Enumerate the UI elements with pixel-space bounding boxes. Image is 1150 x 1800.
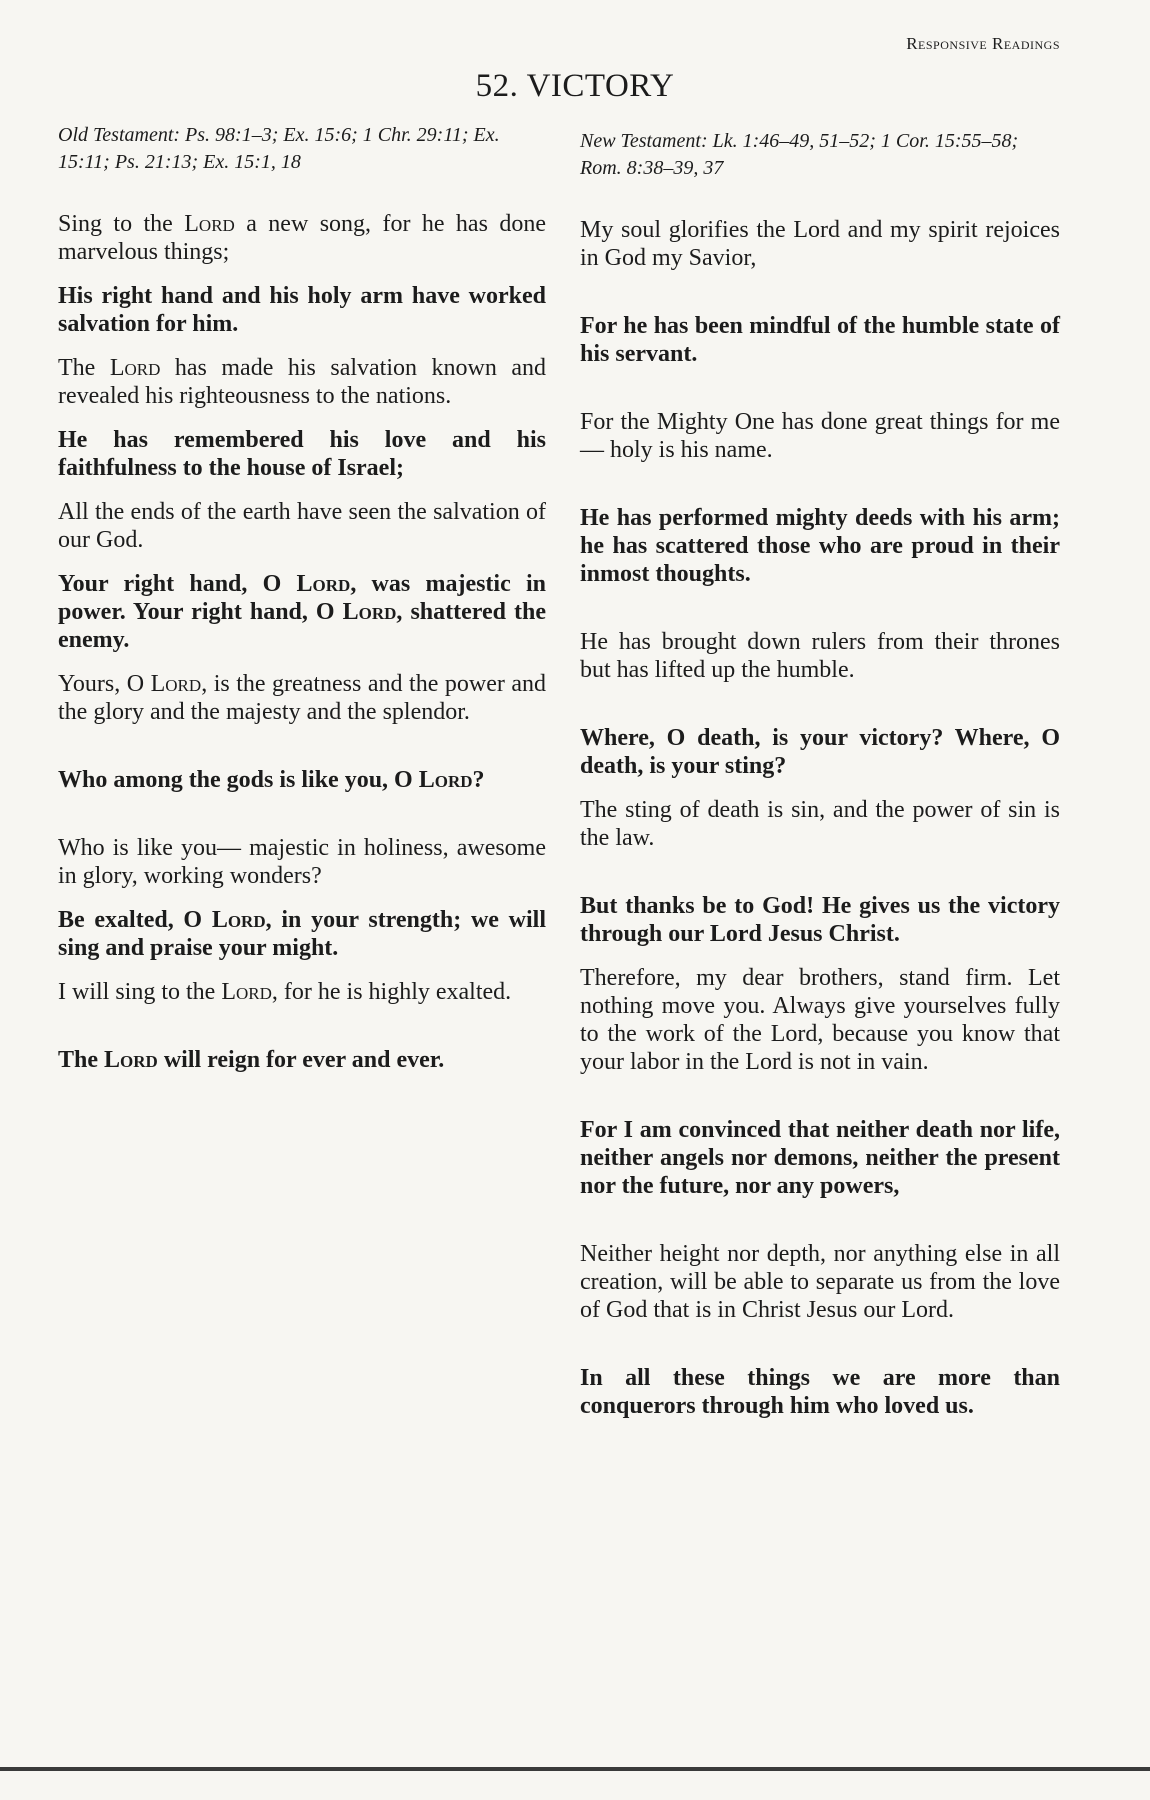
- response-verse: Be exalted, O Lord, in your strength; we will sing and praise your might.: [58, 907, 546, 961]
- new-testament-citation: New Testament: Lk. 1:46–49, 51–52; 1 Cor. 15:55–58; Rom. 8:38–39, 37: [580, 130, 1019, 179]
- running-head: Responsive Readings: [906, 34, 1060, 53]
- page-bottom-rule: [0, 1767, 1150, 1771]
- reading-title: 52. VICTORY: [475, 68, 675, 104]
- reading-verse: The Lord has made his salvation known and revealed his righteousness to the nations.: [58, 355, 547, 409]
- response-verse: He has performed mighty deeds with his arm; he has scattered those who are proud in their inmost thoughts.: [580, 505, 1060, 587]
- reading-verse: Sing to the Lord a new song, for he has done marvelous things;: [58, 211, 546, 265]
- reading-verse: Neither height nor depth, nor anything else in all creation, will be able to separate us from the love of God that is in Christ Jesus our Lord.: [580, 1241, 1060, 1323]
- reading-verse: The sting of death is sin, and the power of sin is the law.: [580, 797, 1060, 851]
- old-testament-column: [58, 122, 546, 1090]
- reading-verse: I will sing to the Lord, for he is highly exalted.: [58, 979, 512, 1005]
- reading-verse: Yours, O Lord, is the greatness and the power and the glory and the majesty and the splendor.: [58, 671, 546, 725]
- response-verse: Where, O death, is your victory? Where, O death, is your sting?: [580, 725, 1060, 779]
- response-verse: He has remembered his love and his faithfulness to the house of Israel;: [58, 427, 546, 481]
- reading-verse: Who is like you— majestic in holiness, awesome in glory, working wonders?: [58, 835, 546, 889]
- reading-verse: He has brought down rulers from their thrones but has lifted up the humble.: [580, 629, 1060, 683]
- reading-verse: My soul glorifies the Lord and my spirit rejoices in God my Savior,: [580, 217, 1060, 271]
- reading-verse: Therefore, my dear brothers, stand firm. Let nothing move you. Always give yourselves fully to the work of the Lord, because you know that your labor in the Lord is not in vain.: [580, 965, 1060, 1075]
- response-verse: But thanks be to God! He gives us the victory through our Lord Jesus Christ.: [580, 893, 1060, 947]
- reading-verse: All the ends of the earth have seen the salvation of our God.: [58, 499, 546, 553]
- response-verse: In all these things we are more than conquerors through him who loved us.: [580, 1365, 1060, 1419]
- response-verse: Your right hand, O Lord, was majestic in power. Your right hand, O Lord, shattered the enemy.: [58, 571, 547, 653]
- response-verse: For I am convinced that neither death nor life, neither angels nor demons, neither the present nor the future, nor any powers,: [580, 1117, 1060, 1199]
- response-verse: Who among the gods is like you, O Lord?: [58, 767, 485, 793]
- new-testament-column: [580, 122, 1060, 1436]
- response-verse: His right hand and his holy arm have worked salvation for him.: [58, 283, 546, 337]
- response-verse: The Lord will reign for ever and ever.: [58, 1047, 445, 1073]
- old-testament-citation: Old Testament: Ps. 98:1–3; Ex. 15:6; 1 Chr. 29:11; Ex. 15:11; Ps. 21:13; Ex. 15:1, 18: [58, 124, 500, 173]
- response-verse: For he has been mindful of the humble state of his servant.: [580, 313, 1060, 367]
- reading-verse: For the Mighty One has done great things for me— holy is his name.: [580, 409, 1060, 463]
